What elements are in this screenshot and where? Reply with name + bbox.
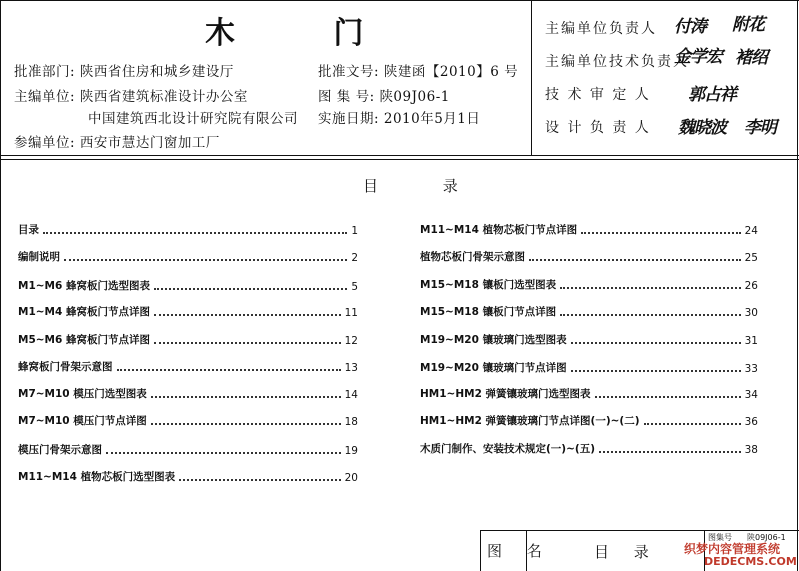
toc-entry-page: 13 [344, 362, 358, 374]
toc-entry [18, 279, 358, 293]
signature-designer-1: 魏晓波 [678, 118, 726, 138]
frame-top-border [0, 0, 799, 1]
toc-entry-label: M11~M14 植物芯板门节点详图 [420, 224, 578, 236]
participant-value: 西安市慧达门窗加工厂 [79, 135, 220, 151]
toc-entry [18, 305, 358, 319]
toc-entry-page: 2 [351, 252, 358, 264]
header-bottom-rule [0, 155, 799, 156]
toc-entry-page: 26 [744, 280, 758, 292]
toc-entry [18, 223, 358, 237]
signature-tech-chief-2: 褚绍 [735, 48, 767, 68]
toc-entry-label: HM1~HM2 弹簧镶玻璃门选型图表 [420, 388, 591, 400]
toc-entry-label: M5~M6 蜂窝板门节点详图 [18, 334, 150, 346]
toc-entry [18, 414, 358, 428]
toc-entry [420, 305, 758, 319]
toc-leader-dots [560, 287, 741, 289]
toc-entry [420, 278, 758, 292]
footer-name-value: 目 录 [594, 543, 659, 561]
effective-date-row [318, 107, 480, 127]
toc-entry-page: 18 [344, 416, 358, 428]
watermark-cn: 织梦内容管理系统 [684, 542, 781, 556]
participant-row [14, 131, 220, 151]
toc-entry-page: 1 [351, 225, 358, 237]
toc-entry [420, 387, 758, 401]
chief-unit-label: 主编单位: [14, 89, 76, 105]
toc-entry-label: M7~M10 模压门节点详图 [18, 415, 147, 427]
footer-name-label: 图 名 [487, 542, 552, 560]
toc-entry [18, 333, 358, 347]
document-title: 木 门 [205, 16, 408, 51]
toc-entry-page: 20 [344, 472, 358, 484]
toc-leader-dots [154, 288, 347, 290]
toc-leader-dots [571, 342, 741, 344]
effective-date-label: 实施日期: [318, 111, 380, 127]
toc-entry-page: 25 [744, 252, 758, 264]
toc-entry [18, 470, 358, 484]
toc-leader-dots [117, 369, 341, 371]
toc-entry-label: 木质门制作、安装技术规定(一)~(五) [420, 443, 595, 455]
footer-atlas-label: 图集号 [708, 533, 732, 542]
toc-entry [18, 443, 358, 457]
toc-entry-label: 目录 [18, 224, 39, 236]
toc-leader-dots [154, 342, 341, 344]
toc-entry [18, 250, 358, 264]
toc-entry [420, 414, 758, 428]
approval-no-label: 批准文号: [318, 64, 380, 80]
toc-entry [420, 442, 758, 456]
signature-role-designer: 设 计 负 责 人 [545, 120, 651, 136]
toc-entry-label: M11~M14 植物芯板门选型图表 [18, 471, 176, 483]
toc-entry-label: 编制说明 [18, 251, 60, 263]
toc-entry-page: 36 [744, 416, 758, 428]
toc-entry-label: 模压门骨架示意图 [18, 444, 102, 456]
toc-leader-dots [43, 232, 347, 234]
toc-leader-dots [644, 423, 741, 425]
signature-designer-2: 李明 [744, 118, 776, 138]
toc-leader-dots [571, 370, 741, 372]
toc-entry-page: 30 [744, 307, 758, 319]
toc-entry-page: 19 [344, 445, 358, 457]
participant-label: 参编单位: [14, 135, 76, 151]
atlas-no-label: 图 集 号: [318, 89, 375, 105]
toc-entry-label: M15~M18 镶板门选型图表 [420, 279, 557, 291]
atlas-no-row [318, 85, 450, 105]
toc-entry [420, 250, 758, 264]
toc-leader-dots [154, 314, 341, 316]
toc-entry-page: 14 [344, 389, 358, 401]
toc-entry-label: HM1~HM2 弹簧镶玻璃门节点详图(一)~(二) [420, 415, 640, 427]
toc-leader-dots [529, 259, 741, 261]
approval-dept-row [14, 60, 234, 80]
footer-top-rule [480, 530, 799, 531]
toc-entry-label: 植物芯板门骨架示意图 [420, 251, 525, 263]
toc-leader-dots [581, 232, 741, 234]
toc-entry [420, 333, 758, 347]
signature-chief-unit-2: 附花 [732, 15, 764, 35]
approval-no-row [318, 60, 518, 80]
toc-entry-label: M1~M6 蜂窝板门选型图表 [18, 280, 150, 292]
atlas-no-value: 陕09J06-1 [379, 89, 450, 105]
toc-leader-dots [106, 452, 341, 454]
toc-entry-label: M7~M10 模压门选型图表 [18, 388, 147, 400]
toc-entry-label: 蜂窝板门骨架示意图 [18, 361, 113, 373]
toc-entry-page: 12 [344, 335, 358, 347]
toc-entry-label: M19~M20 镶玻璃门选型图表 [420, 334, 567, 346]
toc-leader-dots [179, 479, 341, 481]
header-divider [531, 0, 532, 156]
toc-leader-dots [595, 396, 741, 398]
toc-entry [420, 361, 758, 375]
signature-role-tech-chief: 主编单位技术负责人 [545, 54, 689, 70]
toc-entry [18, 360, 358, 374]
toc-entry-label: M1~M4 蜂窝板门节点详图 [18, 306, 150, 318]
toc-entry-label: M19~M20 镶玻璃门节点详图 [420, 362, 567, 374]
toc-leader-dots [560, 314, 741, 316]
toc-entry-page: 24 [744, 225, 758, 237]
footer-left-border [480, 530, 481, 571]
signature-role-chief-unit: 主编单位负责人 [545, 21, 657, 37]
signature-tech-chief-1: 金学宏 [674, 47, 722, 67]
toc-entry [420, 223, 758, 237]
toc-entry-label: M15~M18 镶板门节点详图 [420, 306, 557, 318]
toc-leader-dots [151, 396, 341, 398]
toc-entry-page: 31 [744, 335, 758, 347]
approval-dept-value: 陕西省住房和城乡建设厅 [79, 64, 234, 80]
toc-entry-page: 33 [744, 363, 758, 375]
watermark-en: DEDECMS.COM [704, 555, 797, 568]
toc-leader-dots [64, 259, 347, 261]
toc-leader-dots [151, 423, 341, 425]
toc-entry [18, 387, 358, 401]
approval-no-value: 陕建函【2010】6 号 [383, 64, 519, 80]
toc-entry-page: 5 [351, 281, 358, 293]
frame-right-border [797, 0, 798, 571]
approval-dept-label: 批准部门: [14, 64, 76, 80]
signature-chief-unit-1: 付涛 [674, 17, 706, 37]
chief-unit-row [14, 85, 248, 105]
effective-date-value: 2010年5月1日 [383, 111, 481, 127]
toc-heading: 目 录 [363, 177, 488, 195]
toc-entry-page: 38 [744, 444, 758, 456]
toc-entry-page: 34 [744, 389, 758, 401]
signature-reviewer: 郭占祥 [688, 85, 736, 105]
chief-unit-value: 陕西省建筑标准设计办公室 [79, 89, 248, 105]
header-bottom-rule-double [0, 159, 799, 160]
toc-leader-dots [599, 451, 741, 453]
co-unit: 中国建筑西北设计研究院有限公司 [88, 111, 298, 127]
footer-atlas-value: 陕09J06-1 [747, 533, 786, 542]
toc-entry-page: 11 [344, 307, 358, 319]
signature-role-reviewer: 技 术 审 定 人 [545, 87, 651, 103]
frame-left-border [0, 0, 1, 571]
